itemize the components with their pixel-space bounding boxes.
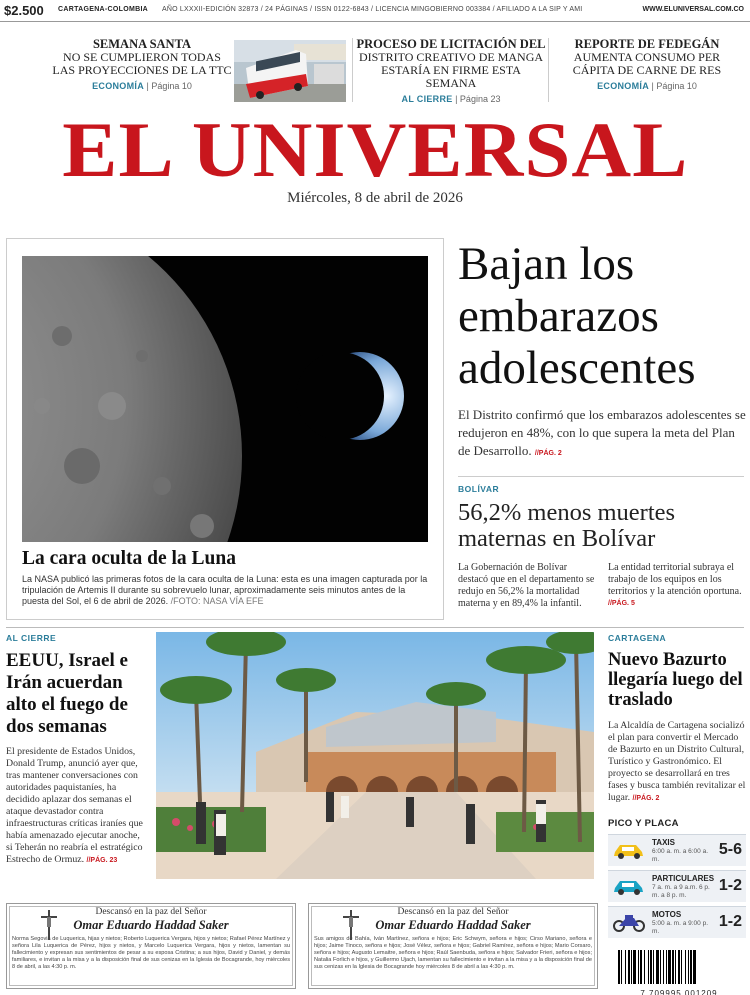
cartagena-headline[interactable]: Nuevo Bazurto llegaría luego del traslado	[608, 650, 743, 710]
teaser-line: DISTRITO CREATIVO DE MANGA	[358, 50, 544, 64]
pyp-row-particulares	[608, 870, 746, 902]
barcode-bar	[628, 950, 630, 984]
page-ref[interactable]: //PÁG. 5	[608, 600, 635, 607]
plate-digits: 1-2	[718, 913, 742, 930]
bolivar-headline[interactable]: 56,2% menos muertes maternas en Bolívar	[458, 499, 676, 552]
barcode-bar	[666, 950, 667, 984]
bolivar-col2	[608, 562, 746, 610]
teaser-line: ESTARÍA EN FIRME ESTA SEMANA	[381, 63, 521, 90]
vehicle-type: TAXIS	[652, 838, 675, 847]
barcode-bar	[693, 950, 696, 984]
col-text: La entidad territorial subraya el trabajo de los equipos en los territorios y la atención oportuna.	[608, 562, 742, 597]
teaser-line: NO SE CUMPLIERON TODAS	[63, 50, 221, 64]
teaser-page: | Página 10	[651, 81, 697, 91]
divider	[352, 38, 353, 102]
section-label-cartagena: CARTAGENA	[608, 633, 667, 643]
cartagena-text	[608, 720, 746, 805]
barcode-bar	[681, 950, 682, 984]
vehicle-type: MOTOS	[652, 910, 682, 919]
restriction-hours: 7 a. m. a 9 a.m. 6 p. m. a 8 p. m.	[652, 884, 710, 899]
teaser-kicker: SEMANA SANTA	[92, 37, 192, 51]
barcode-bars	[614, 950, 744, 984]
teaser-fedegan[interactable]	[552, 38, 742, 91]
al-cierre-text	[6, 746, 146, 867]
barcode-bar	[618, 950, 620, 984]
section-label-bolivar: BOLÍVAR	[458, 484, 500, 494]
price: $2.500	[4, 3, 44, 18]
barcode-bar	[675, 950, 676, 984]
divider	[6, 627, 744, 628]
barcode-bar	[644, 950, 645, 984]
pico-y-placa-title: PICO Y PLACA	[608, 818, 679, 829]
barcode-number: 7 709995 001209	[640, 989, 718, 995]
barcode-bar	[685, 950, 686, 984]
teaser-distrito-creativo[interactable]	[356, 38, 546, 104]
restriction-hours: 6:00 a. m. a 6:00 a. m.	[652, 848, 709, 863]
teaser-line: LAS PROYECCIONES DE LA TTC	[52, 63, 232, 77]
story-text: El presidente de Estados Unidos, Donald Trump, anunció ayer que, tras mantener conversaciones con autoridades paquistaníes, ha decidido aplazar dos semanas el ataque devastador contra infraestructuras críticas iraníes que había amenazado ejecutar anoche, si Teherán no reabría el estratégico Estrecho de Ormuz.	[6, 746, 143, 865]
summary-text: El Distrito confirmó que los embarazos adolescentes se redujeron en 48%, con lo que supera la meta del Plan de Desarrollo.	[458, 407, 746, 458]
barcode-bar	[633, 950, 636, 984]
page-ref[interactable]: //PÁG. 2	[632, 795, 660, 802]
teaser-section: AL CIERRE	[401, 94, 453, 104]
teaser-kicker: REPORTE DE FEDEGÁN	[574, 37, 720, 51]
page-ref[interactable]: //PÁG. 23	[86, 857, 118, 864]
barcode-bar	[625, 950, 626, 984]
lead-photo-caption	[22, 574, 432, 607]
barcode-bar	[690, 950, 692, 984]
teaser-section: ECONOMÍA	[597, 81, 649, 91]
al-cierre-headline[interactable]: EEUU, Israel e Irán acuerdan alto el fuego de dos semanas	[6, 650, 128, 737]
obituary-text: Sus amigos de Bahía, Iván Martínez, señora e hijos; Eric Schwym, señora e hijos; Cirso Mariano, señora e hijos; Jaime Tinoco, señora e hijos; José Vélez, señora e hijos; Gabriel Ramírez, señora e hijos; Mario Corsaro, señora e hijos; Augusto Lemaitre, señora e hijos; Raúl Saenbuda, señora e hijos; Salvador Frieri, señora e hijos; Natalia Forlich e hijos, y Guillermo Ujach, lamentan su fallecimiento e invitan a la misa y a la disposición final de sus cenizas en la Iglesia de Bocagrande hoy miércoles 8 de abril a las 4:30 p. m.	[314, 936, 592, 970]
barcode-bar	[663, 950, 664, 984]
bazurto-rendering[interactable]	[156, 632, 594, 879]
barcode	[614, 950, 744, 994]
headline-line: embarazos	[458, 290, 659, 342]
teaser-page: | Página 10	[146, 81, 192, 91]
teaser-section: ECONOMÍA	[92, 81, 144, 91]
obituary-notice	[308, 903, 598, 989]
teaser-line: AUMENTA CONSUMO PER	[573, 50, 721, 64]
teaser-bus-photo	[234, 40, 346, 102]
teaser-line: CÁPITA DE CARNE DE RES	[572, 63, 722, 77]
edition-meta: AÑO LXXXII-EDICIÓN 32873 / 24 PÁGINAS / ISSN 0122-6843 / LICENCIA MINGOBIERNO 003384 / AFILIADO A LA SIP Y AMI	[162, 6, 583, 13]
teaser-kicker: PROCESO DE LICITACIÓN DEL	[356, 37, 546, 51]
barcode-bar	[631, 950, 632, 984]
barcode-bar	[640, 950, 642, 984]
teaser-page: | Página 23	[455, 94, 501, 104]
website-link[interactable]: WWW.ELUNIVERSAL.COM.CO	[642, 6, 744, 13]
city: CARTAGENA-COLOMBIA	[58, 6, 149, 13]
barcode-bar	[678, 950, 680, 984]
motorcycle-icon	[612, 912, 646, 932]
barcode-bar	[648, 950, 649, 984]
pyp-row-taxis	[608, 834, 746, 866]
newspaper-name: EL UNIVERSAL	[61, 106, 689, 193]
teaser-semana-santa[interactable]	[52, 38, 232, 91]
top-strip	[0, 0, 750, 22]
story-text: La Alcaldía de Cartagena socializó el plan para convertir el Mercado de Bazurto en un Distrito Cultural, Turístico y Gastronómico. El proyecto se desarrollará en tres fases y busca también revitalizar el lugar.	[608, 720, 746, 803]
barcode-bar	[656, 950, 659, 984]
car-icon	[612, 876, 646, 896]
headline-line: Bajan los	[458, 238, 635, 290]
moon-photo[interactable]	[22, 256, 428, 542]
obituary-name: Omar Eduardo Haddad Saker	[375, 918, 531, 932]
main-story-summary	[458, 406, 748, 463]
restriction-hours: 5:00 a. m. a 9:00 p. m.	[652, 920, 709, 935]
vehicle-type: PARTICULARES	[652, 874, 715, 883]
obituary-text: Norma Segovia de Luquerica, hijas y nietos; Roberto Luquerica Vergara, hijos y nietos; Rafael Pérez Martínez y señora Lila Luquerica de Pérez, hijos y nietos, y Marcelo Luquerica Vergara, hijos y nietos, lamentan su fallecimiento y expresan sus sentimientos de pesar a su esposa Cristina; a sus hijos, David y Daniel, y demás familiares, e invitan a la misa y a la disposición final de sus cenizas en la Iglesia de Bocagrande, hoy miércoles 8 de abril, a las 4:30 p. m.	[12, 936, 290, 970]
issue-date: Miércoles, 8 de abril de 2026	[287, 190, 463, 206]
plate-digits: 1-2	[718, 877, 742, 894]
obituary-rip: Descansó en la paz del Señor	[397, 907, 509, 917]
pyp-row-motos	[608, 906, 746, 938]
section-label-al-cierre: AL CIERRE	[6, 633, 57, 643]
lead-photo-title[interactable]: La cara oculta de la Luna	[22, 548, 236, 569]
barcode-bar	[660, 950, 661, 984]
photo-credit: /FOTO: NASA VÍA EFE	[170, 596, 264, 606]
barcode-bar	[688, 950, 689, 984]
pico-y-placa	[608, 818, 746, 938]
headline-line: adolescentes	[458, 342, 696, 394]
plate-digits: 5-6	[718, 841, 742, 858]
barcode-bar	[621, 950, 622, 984]
barcode-bar	[668, 950, 671, 984]
taxi-icon	[612, 840, 646, 860]
divider	[458, 476, 744, 477]
barcode-bar	[653, 950, 654, 984]
barcode-bar	[650, 950, 652, 984]
obituary-rip: Descansó en la paz del Señor	[95, 907, 207, 917]
obituary-notice	[6, 903, 296, 989]
obituary-name: Omar Eduardo Haddad Saker	[73, 918, 229, 932]
page-ref[interactable]: //PÁG. 2	[534, 450, 562, 457]
barcode-bar	[672, 950, 674, 984]
caption-text: La NASA publicó las primeras fotos de la cara oculta de la Luna: esta es una imagen capturada por la tripulación de Artemis II durante su sobrevuelo lunar, aproximadamente seis minutos antes de la puesta del Sol, el 6 de abril de 2026.	[22, 574, 428, 606]
main-headline[interactable]	[458, 238, 748, 394]
bolivar-col1: La Gobernación de Bolívar destacó que en el departamento se redujo en 56,2% la mortalidad materna y en 89,4% la infantil.	[458, 562, 595, 609]
divider	[548, 38, 549, 102]
barcode-bar	[638, 950, 639, 984]
masthead	[0, 106, 750, 207]
